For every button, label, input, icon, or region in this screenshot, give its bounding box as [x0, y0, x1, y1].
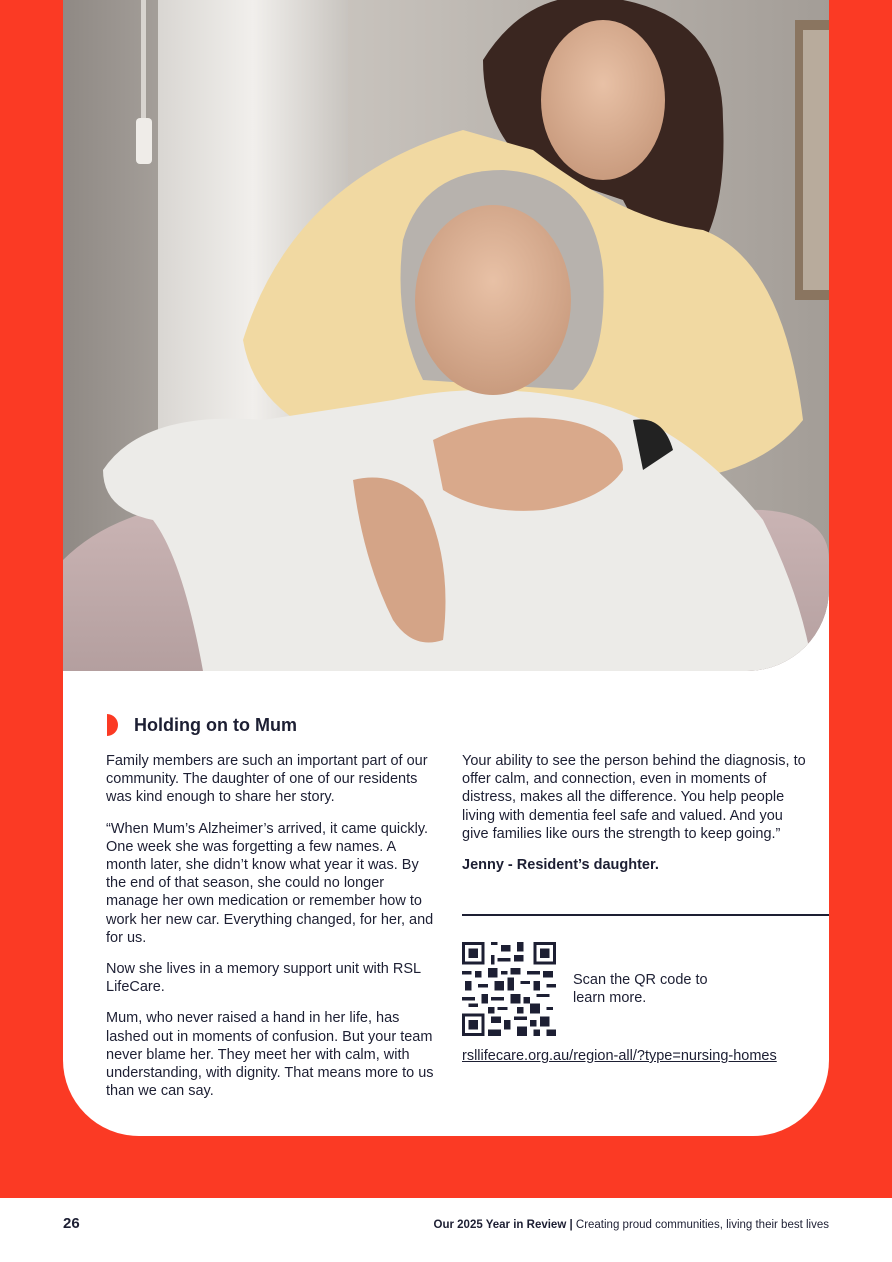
tagline: Creating proud communities, living their best lives: [572, 1219, 829, 1231]
paragraph: Now she lives in a memory support unit with RSL LifeCare.: [106, 961, 421, 996]
paragraph: “When Mum’s Alzheimer’s arrived, it came quickly. One week she was forgetting a few names. A month later, she didn’t know what year it was. By the end of that season, she could no longer manage her own medication or remember how to work her new car. Everything changed, for her, and for us.: [106, 820, 434, 946]
section-heading-row: [107, 713, 297, 737]
article-heading: Holding on to Mum: [134, 714, 297, 735]
half-circle-bullet-icon: [107, 714, 119, 736]
hero-photo: [63, 0, 829, 671]
divider: [462, 914, 829, 916]
publication-title: Our 2025 Year in Review |: [433, 1219, 573, 1231]
qr-caption: Scan the QR code to learn more.: [573, 972, 708, 1006]
article-left-column: [106, 752, 436, 1113]
paragraph: Your ability to see the person behind the diagnosis, to offer calm, and connection, even in moments of distress, makes all the difference. You help people living with dementia feel safe and valued. And you give families like ours the strength to keep going.”: [462, 753, 806, 842]
qr-code-icon[interactable]: [462, 942, 556, 1036]
quote-signature: Jenny - Resident’s daughter.: [462, 857, 659, 874]
content-card: [63, 0, 829, 1136]
paragraph: Family members are such an important part of our community. The daughter of one of our residents was kind enough to share her story.: [106, 753, 428, 806]
article-right-column: [462, 752, 812, 887]
photo-daughter-hugging-mother: [63, 0, 829, 671]
footer-tagline: [434, 1219, 829, 1231]
page-number: 26: [63, 1215, 80, 1232]
paragraph: Mum, who never raised a hand in her life, has lashed out in moments of confusion. But your team never blame her. They meet her with calm, with understanding, with dignity. That means more to us than we can say.: [106, 1010, 434, 1100]
website-link[interactable]: rsllifecare.org.au/region-all/?type=nursing-homes: [462, 1048, 777, 1064]
